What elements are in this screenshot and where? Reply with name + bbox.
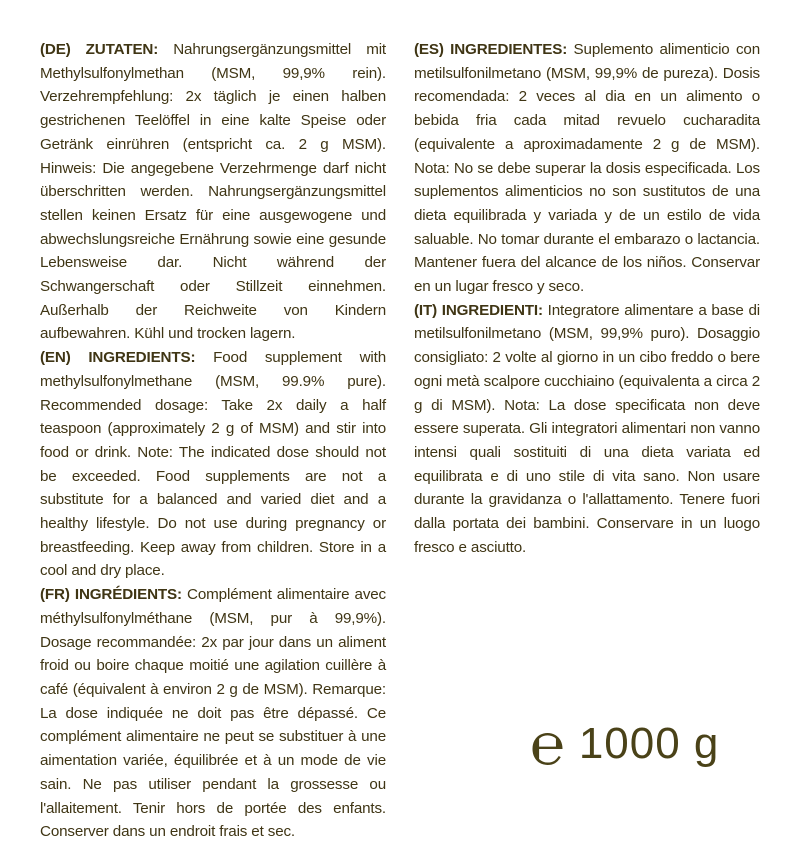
section-text-es: Suplemento alimenticio con metilsulfonilmetano (MSM, 99,9% de pureza). Dosis recomendada: 2 veces al dia en un alimento o bebida fria cada mitad revuelo cucharadita (equivalente a aproximadamente 2 g de MSM). Nota: No se debe superar la dosis especificada. Los suplementos alimenticios no son sustitutos de una dieta equilibrada y variada y de un estilo de vida saluable. No tomar durante el embarazo o lactancia. Mantener fuera del alcance de los niños. Conservar en un lugar fresco y seco. xyxy=(414,41,760,296)
section-it xyxy=(414,299,760,560)
section-text-it: Integratore alimentare a base di metilsulfonilmetano (MSM, 99,9% puro). Dosaggio consigliato: 2 volte al giorno in un cibo freddo o bere ogni metà scalpore cucchiaino (equivalenta a circa 2 g di MSM). Nota: La dose specificata non deve essere superata. Gli integratori alimentari non vanno intensi quali sostituiti di una dieta variata ed equilibrata e di uno stile di vita sano. Non usare durante la gravidanza o l'allattamento. Tenere fuori dalla portata dei bambini. Conservare in un luogo fresco e asciutto. xyxy=(414,301,760,556)
net-weight xyxy=(530,710,770,778)
section-fr xyxy=(40,583,386,844)
section-text-de: Nahrungsergänzungsmittel mit Methylsulfonylmethan (MSM, 99,9% rein). Verzehrempfehlung: 2x täglich je einen halben gestrichenen Teelöffel in eine kalte Speise oder Getränk einrühren (entspricht ca. 2 g MSM). Hinweis: Die angegebene Verzehrmenge darf nicht überschritten werden. Nahrungsergänzungsmittel stellen keinen Ersatz für eine ausgewogene und abwechslungsreiche Ernährung sowie eine gesunde Lebensweise dar. Nicht während der Schwangerschaft oder Stillzeit einnehmen. Außerhalb der Reichweite von Kindern aufbewahren. Kühl und trocken lagern. xyxy=(40,41,386,343)
section-text-fr: Complément alimentaire avec méthylsulfonylméthane (MSM, pur à 99,9%). Dosage recommandée: 2x par jour dans un aliment froid ou boire chaque moitié une agilation cuillère à café (équivalent à environ 2 g de MSM). Remarque: La dose indiquée ne doit pas être dépassé. Ce complément alimentaire ne peut se substituer à une aimentation variée, équilibrée et à un mode de vie sain. Ne pas utiliser pendant la grossesse ou l'allaitement. Tenir hors de portée des enfants. Conserver dans un endroit frais et sec. xyxy=(40,586,386,841)
section-es xyxy=(414,38,760,299)
section-heading-it: (IT) INGREDIENTI: xyxy=(414,301,543,319)
section-en xyxy=(40,346,386,583)
estimated-sign-icon: ℮ xyxy=(530,710,565,778)
section-heading-es: (ES) INGREDIENTES: xyxy=(414,41,568,58)
section-heading-en: (EN) INGREDIENTS: xyxy=(40,349,196,367)
section-de xyxy=(40,38,386,346)
section-heading-de: (DE) ZUTATEN: xyxy=(40,41,159,58)
section-text-en: Food supplement with methylsulfonylmethane (MSM, 99.9% pure). Recommended dosage: Take 2x daily a half teaspoon (approximately 2 g of MSM) and stir into food or drink. Note: The indicated dose should not be exceeded. Food supplements are not a substitute for a balanced and varied diet and a healthy lifestyle. Do not use during pregnancy or breastfeeding. Keep away from children. Store in a cool and dry place. xyxy=(40,349,386,580)
section-heading-fr: (FR) INGRÉDIENTS: xyxy=(40,586,182,604)
right-text-column xyxy=(414,38,760,559)
net-weight-value: 1000 g xyxy=(578,719,720,768)
left-text-column xyxy=(40,38,386,844)
